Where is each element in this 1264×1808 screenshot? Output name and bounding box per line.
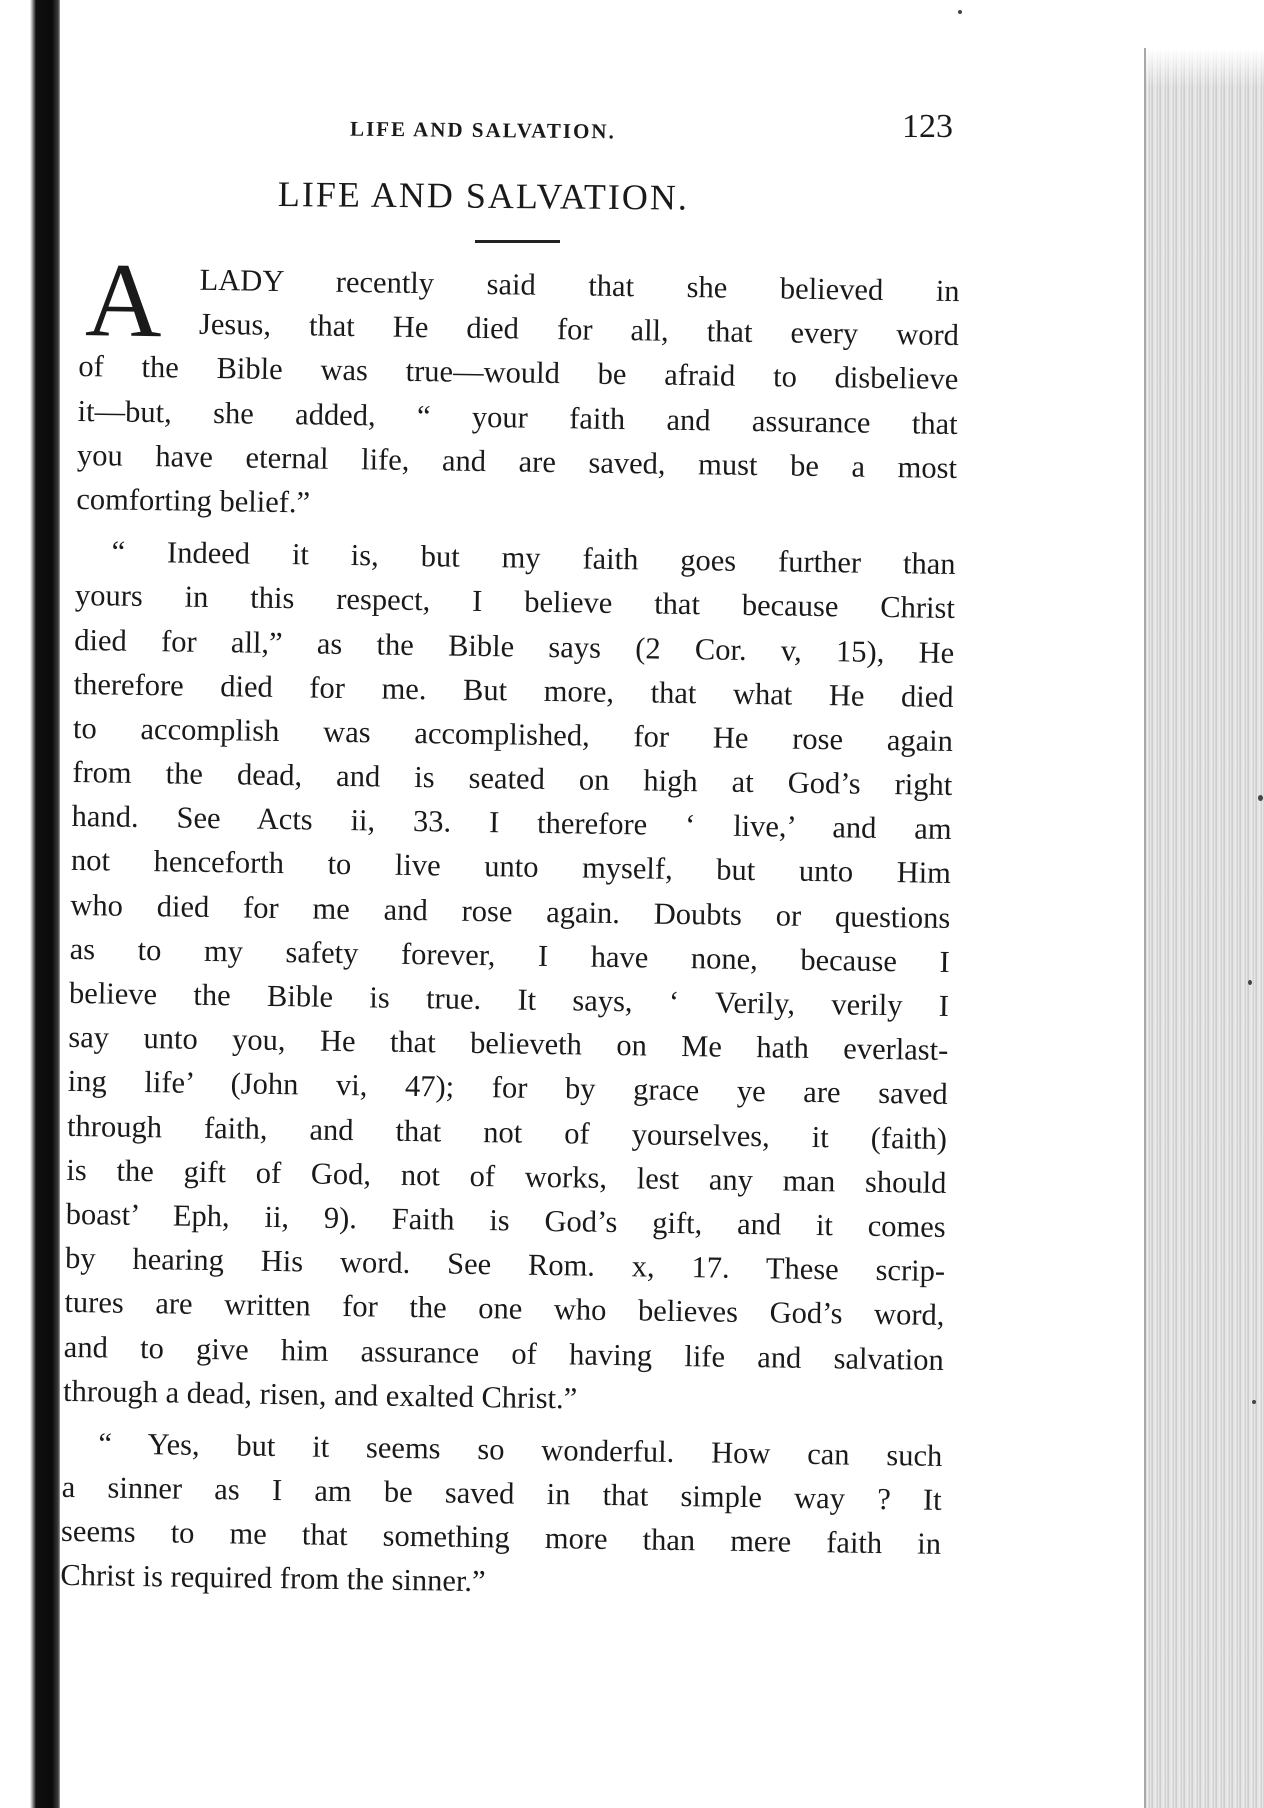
text-line: of the Bible was true—would be afraid to disbelieve (78, 349, 959, 397)
drop-cap: A (84, 241, 163, 360)
body-text (60, 241, 960, 1611)
text-line: therefore died for me. But more, that what He died (73, 666, 954, 714)
title-rule (475, 240, 560, 243)
book-page (60, 0, 1140, 1808)
page-edges (1144, 48, 1264, 1808)
page-number: 123 (902, 108, 953, 145)
text-line: is the gift of God, not of works, lest any man should (66, 1152, 947, 1200)
text-line: LADY recently said that she believed in (199, 262, 960, 309)
text-line: a sinner as I am be saved in that simple way ? It (61, 1469, 942, 1517)
text-line: Jesus, that He died for all, that every word (198, 306, 960, 353)
text-line: Christ is required from the sinner.” (60, 1558, 486, 1599)
text-line: tures are written for the one who believes God’s word, (64, 1285, 945, 1333)
text-line: it—but, she added, “ your faith and assurance that (77, 393, 958, 441)
paragraph-1 (76, 241, 960, 534)
text-line: say unto you, He that believeth on Me hath everlast- (68, 1020, 949, 1068)
text-line: who died for me and rose again. Doubts or questions (70, 887, 951, 935)
text-line: “ Indeed it is, but my faith goes further than (111, 534, 956, 582)
text-line: from the dead, and is seated on high at God’s right (72, 755, 953, 803)
text-line: ing life’ (John vi, 47); for by grace ye are saved (67, 1064, 948, 1112)
text-line: you have eternal life, and are saved, must be a most (76, 437, 958, 485)
chapter-title: LIFE AND SALVATION. (277, 173, 690, 218)
text-line: to accomplish was accomplished, for He rose again (72, 710, 954, 758)
text-line: comforting belief.” (76, 481, 311, 520)
text-line: yours in this respect, I believe that because Christ (74, 578, 956, 626)
book-binding-edge (0, 0, 60, 1808)
text-line: by hearing His word. See Rom. x, 17. These scrip- (64, 1241, 946, 1289)
text-line: boast’ Eph, ii, 9). Faith is God’s gift, and it comes (65, 1196, 946, 1244)
text-line: as to my safety forever, I have none, because I (69, 931, 950, 979)
text-line: died for all,” as the Bible says (2 Cor. v, 15), He (74, 622, 955, 670)
text-line: believe the Bible is true. It says, ‘ Verily, verily I (68, 975, 950, 1023)
text-line: not henceforth to live unto myself, but unto Him (70, 843, 952, 891)
paragraph-3 (60, 1421, 943, 1611)
text-line: through a dead, risen, and exalted Christ.” (62, 1373, 578, 1416)
text-line: hand. See Acts ii, 33. I therefore ‘ live,’ and am (71, 799, 952, 847)
paragraph-2 (63, 529, 956, 1426)
text-line: “ Yes, but it seems so wonderful. How can such (98, 1426, 943, 1473)
text-line: through faith, and that not of yourselves, it (faith) (66, 1108, 948, 1156)
text-line: and to give him assurance of having life and salvation (63, 1329, 944, 1377)
text-line: seems to me that something more than mere faith in (60, 1514, 942, 1562)
running-head: LIFE AND SALVATION. (349, 116, 616, 144)
